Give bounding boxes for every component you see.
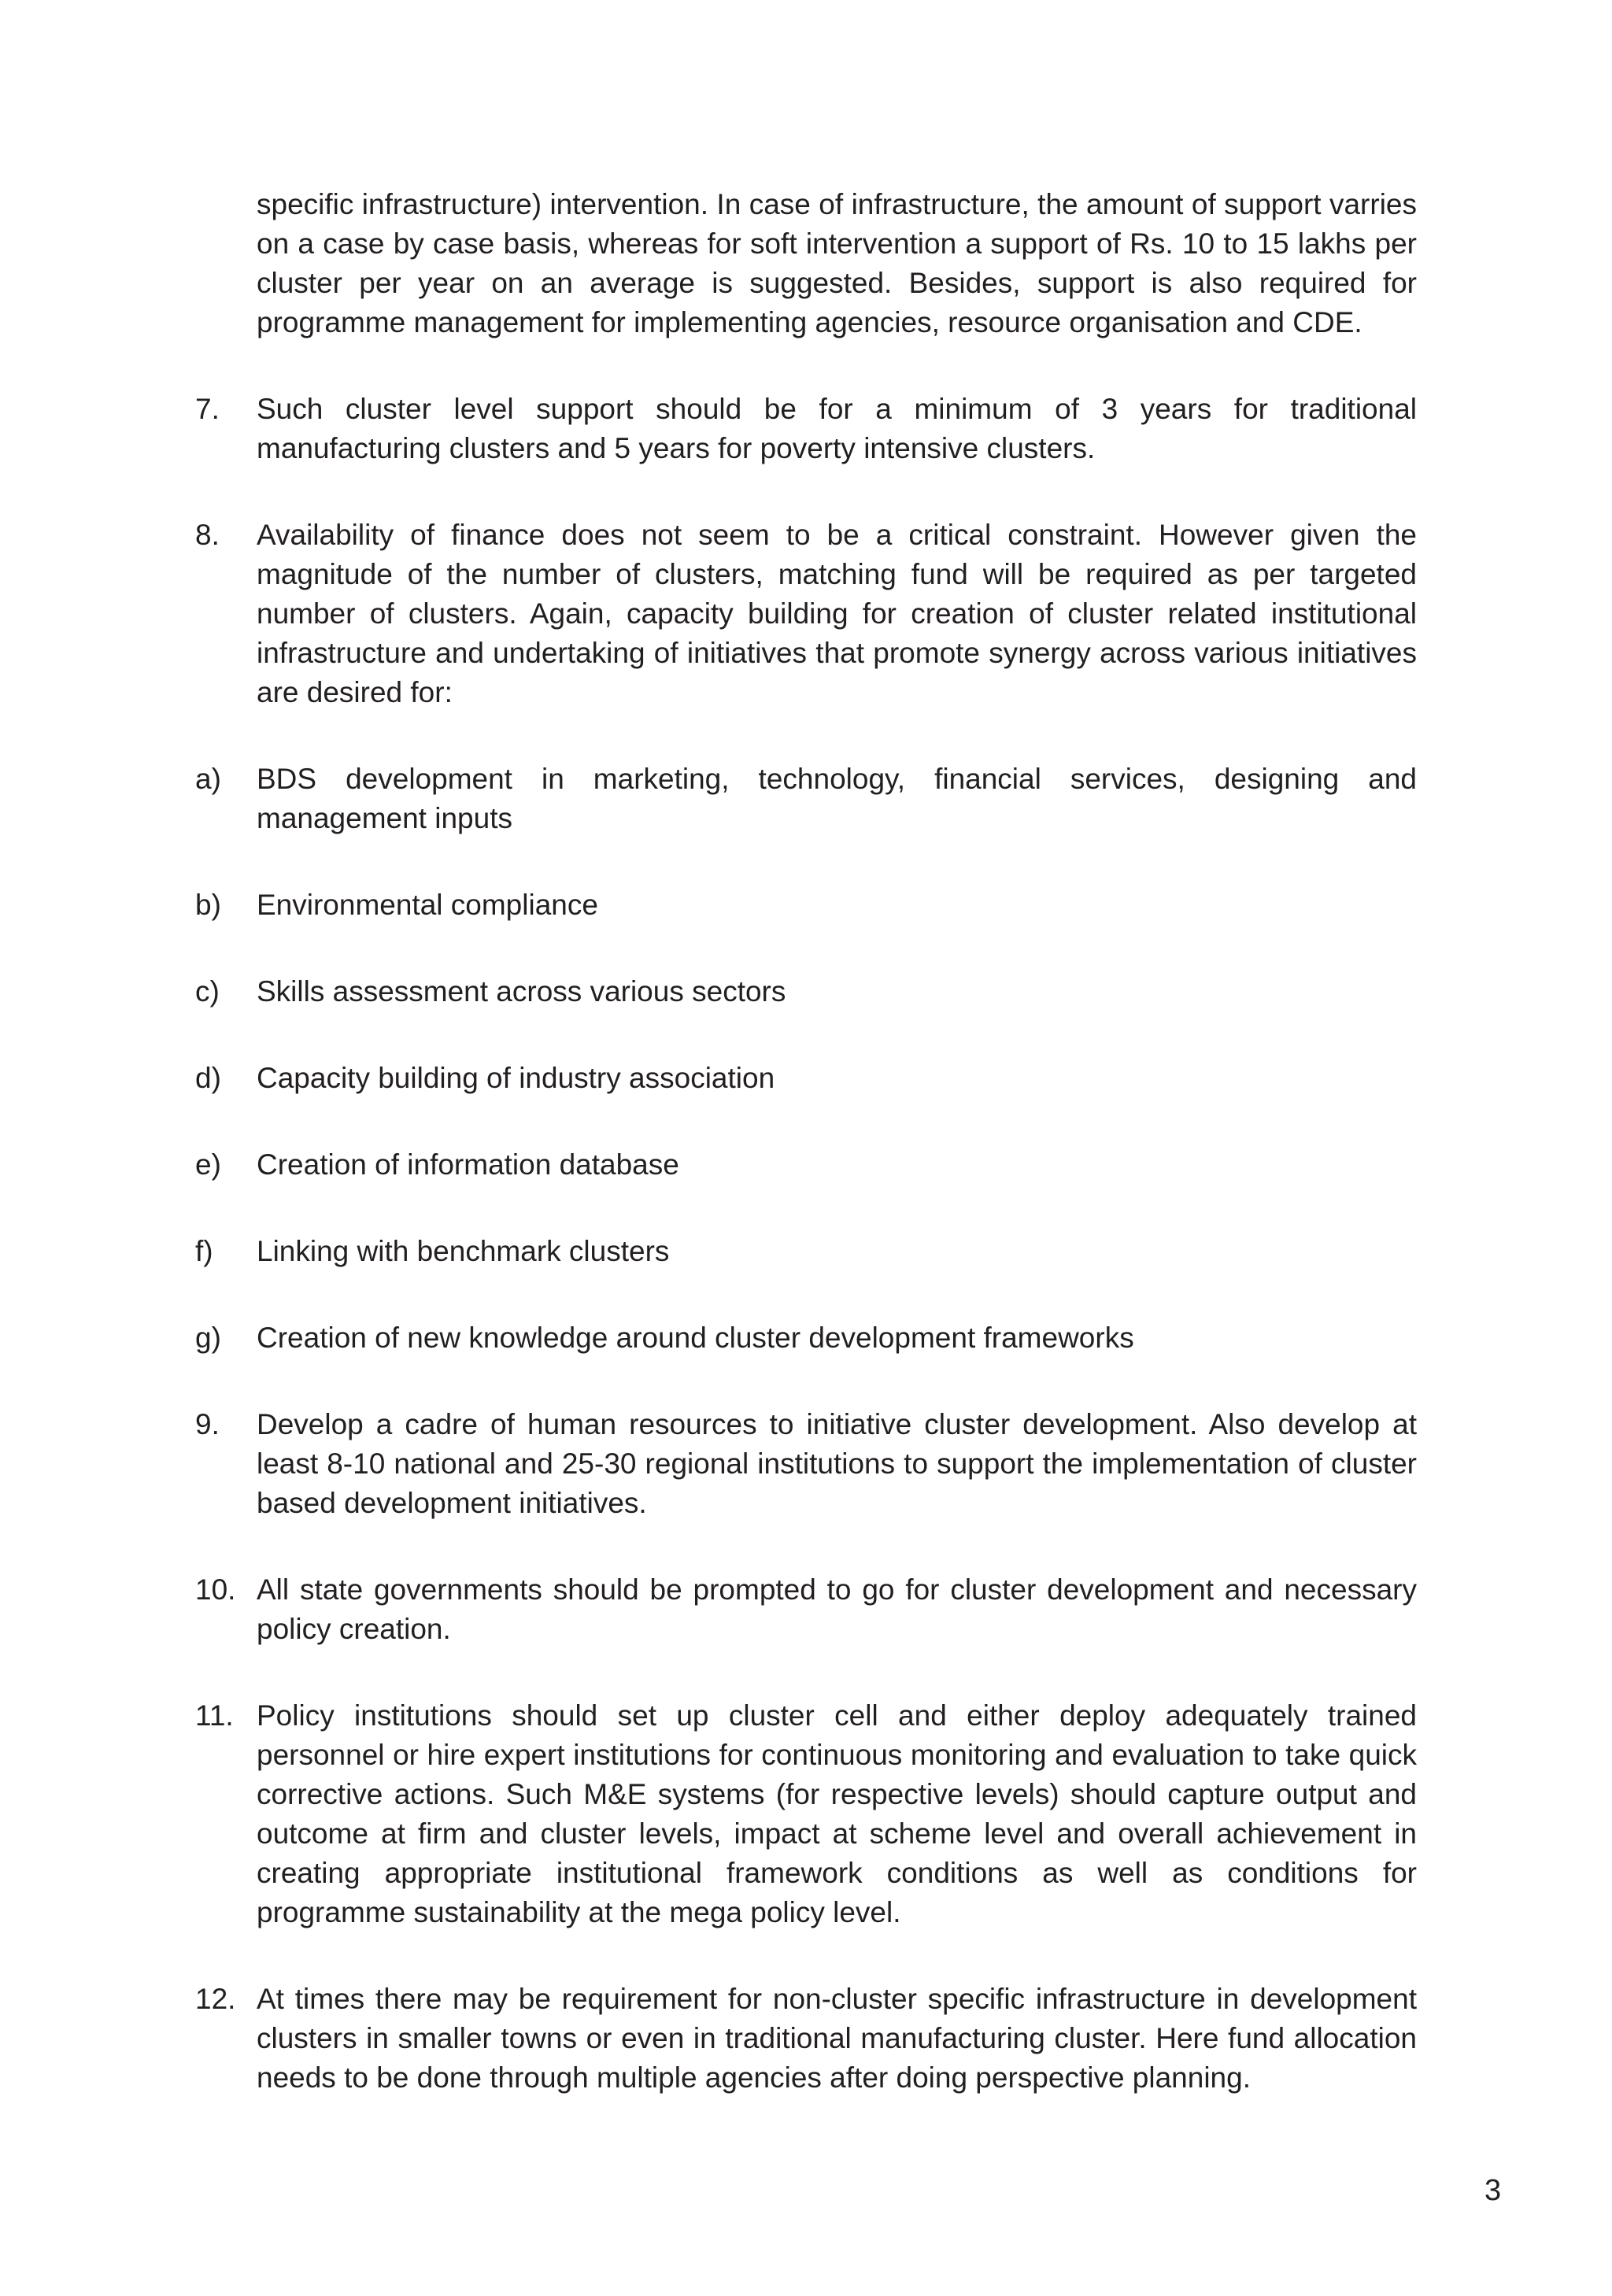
list-item-text: Environmental compliance bbox=[257, 889, 598, 921]
list-item-c bbox=[195, 972, 1417, 1011]
list-marker: 8. bbox=[195, 519, 220, 551]
list-marker: f) bbox=[195, 1235, 213, 1267]
list-item-8 bbox=[195, 516, 1417, 712]
page-number: 3 bbox=[1484, 2174, 1502, 2207]
list-item-text: Availability of finance does not seem to be a critical constraint. However given the magnitude of the number of clusters, matching fund will be required as per targeted number of clusters. Again, capacity building for creation of cluster related institutional infrastructure and undertaking of initiatives that promote synergy across various initiatives are desired for: bbox=[257, 519, 1417, 708]
list-item-g bbox=[195, 1318, 1417, 1358]
document-body bbox=[195, 185, 1417, 2145]
list-marker: 9. bbox=[195, 1408, 220, 1440]
list-marker: c) bbox=[195, 975, 220, 1008]
list-item-text: Policy institutions should set up cluster cell and either deploy adequately trained personnel or hire expert institutions for continuous monitoring and evaluation to take quick corrective actions. Such M&E systems (for respective levels) should capture output and outcome at firm and cluster levels, impact at scheme level and overall achievement in creating appropriate institutional framework conditions as well as conditions for programme sustainability at the mega policy level. bbox=[257, 1699, 1417, 1928]
list-item-12 bbox=[195, 1980, 1417, 2098]
list-item-text: Develop a cadre of human resources to initiative cluster development. Also develop at least 8-10 national and 25-30 regional institutions to support the implementation of cluster based development initiatives. bbox=[257, 1408, 1417, 1519]
list-item-text: Creation of new knowledge around cluster development frameworks bbox=[257, 1322, 1134, 1354]
list-item-9 bbox=[195, 1405, 1417, 1523]
list-marker: 10. bbox=[195, 1573, 236, 1606]
list-marker: 11. bbox=[195, 1699, 234, 1732]
list-item-text: Skills assessment across various sectors bbox=[257, 975, 786, 1008]
list-item-text: At times there may be requirement for non-cluster specific infrastructure in development clusters in smaller towns or even in traditional manufacturing cluster. Here fund allocation needs to be done through multiple agencies after doing perspective planning. bbox=[257, 1983, 1417, 2094]
continuation-paragraph bbox=[195, 185, 1417, 342]
list-item-f bbox=[195, 1232, 1417, 1271]
list-marker: g) bbox=[195, 1322, 221, 1354]
list-item-text: BDS development in marketing, technology, financial services, designing and management inputs bbox=[257, 763, 1417, 834]
list-marker: d) bbox=[195, 1062, 221, 1094]
list-item-text: Creation of information database bbox=[257, 1148, 679, 1181]
list-item-11 bbox=[195, 1696, 1417, 1932]
list-marker: 12. bbox=[195, 1983, 236, 2015]
list-item-7 bbox=[195, 390, 1417, 468]
list-item-text: Such cluster level support should be for a minimum of 3 years for traditional manufacturing clusters and 5 years for poverty intensive clusters. bbox=[257, 393, 1417, 464]
list-item-10 bbox=[195, 1570, 1417, 1649]
list-item-b bbox=[195, 885, 1417, 925]
list-item-d bbox=[195, 1059, 1417, 1098]
list-item-text: Linking with benchmark clusters bbox=[257, 1235, 670, 1267]
continuation-text: specific infrastructure) intervention. In case of infrastructure, the amount of support varries on a case by case basis, whereas for soft intervention a support of Rs. 10 to 15 lakhs per cluster per year on an average is suggested. Besides, support is also required for programme management for implementing agencies, resource organisation and CDE. bbox=[257, 188, 1417, 338]
list-marker: b) bbox=[195, 889, 221, 921]
list-item-a bbox=[195, 760, 1417, 838]
list-item-text: All state governments should be prompted to go for cluster development and necessary policy creation. bbox=[257, 1573, 1417, 1645]
list-item-text: Capacity building of industry association bbox=[257, 1062, 775, 1094]
list-marker: a) bbox=[195, 763, 221, 795]
list-marker: e) bbox=[195, 1148, 221, 1181]
list-item-e bbox=[195, 1145, 1417, 1185]
list-marker: 7. bbox=[195, 393, 220, 425]
